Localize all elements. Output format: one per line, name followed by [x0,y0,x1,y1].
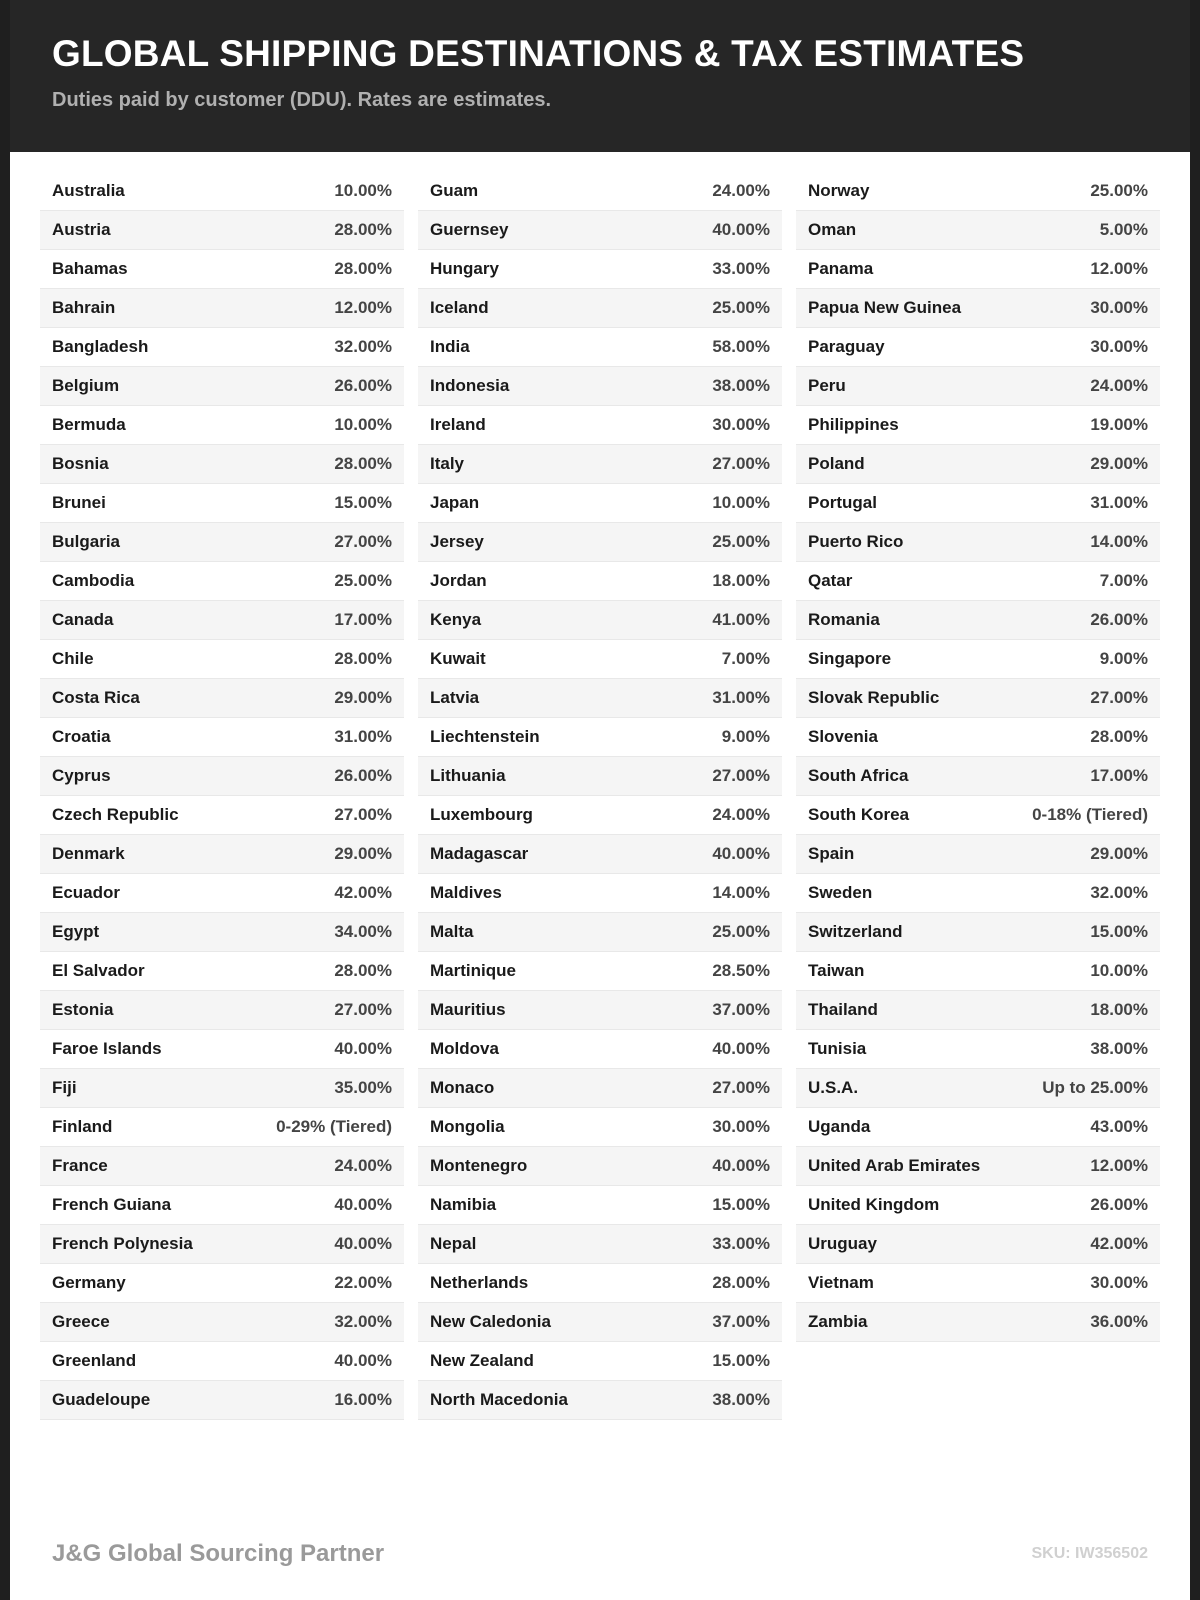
tax-rate-value: 29.00% [1090,844,1148,863]
destination-name: Luxembourg [430,805,533,824]
tax-rate-value: 26.00% [334,766,392,785]
destination-name: French Guiana [52,1195,172,1214]
table-row [40,367,404,406]
destination-name: Panama [808,259,874,278]
destination-name: Germany [52,1273,126,1292]
destination-name: Japan [430,493,480,512]
destination-name: Slovenia [808,727,878,746]
tax-rate-value: 38.00% [1090,1039,1148,1058]
destination-name: Australia [52,181,125,200]
destination-name: Italy [430,454,465,473]
tax-rate-value: 38.00% [712,1390,770,1409]
table-row [40,952,404,991]
tax-rate-value: 25.00% [712,922,770,941]
table-row [40,250,404,289]
destination-name: Mongolia [430,1117,505,1136]
tax-rate-value: 30.00% [712,415,770,434]
table-row [796,406,1160,445]
tax-rate-value: 19.00% [1090,415,1148,434]
tax-rate-value: 38.00% [712,376,770,395]
table-row [796,679,1160,718]
destination-name: Oman [808,220,857,239]
destination-name: South Korea [808,805,910,824]
destination-name: Greenland [52,1351,137,1370]
destination-name: Romania [808,610,880,629]
tax-rate-value: 25.00% [712,298,770,317]
table-row [418,250,782,289]
table-row [418,289,782,328]
destination-name: Ecuador [52,883,121,902]
table-row [418,562,782,601]
tax-rate-value: 7.00% [721,649,770,668]
destination-name: Qatar [808,571,853,590]
tax-rate-value: 24.00% [712,181,770,200]
table-row [40,523,404,562]
table-row [418,172,782,211]
destination-name: Croatia [52,727,111,746]
destination-name: Spain [808,844,855,863]
table-row [796,913,1160,952]
table-row [40,991,404,1030]
table-row [40,913,404,952]
destination-name: Bahrain [52,298,116,317]
table-row [40,445,404,484]
tax-rate-value: 24.00% [334,1156,392,1175]
tax-rate-value: 28.00% [1090,727,1148,746]
table-row [796,250,1160,289]
tax-rate-value: 0-29% (Tiered) [276,1117,392,1136]
table-row [418,1264,782,1303]
tax-rate-value: 9.00% [1099,649,1148,668]
tax-rate-value: 12.00% [1090,1156,1148,1175]
table-row [40,640,404,679]
rates-column-2 [418,172,782,1420]
table-row [796,328,1160,367]
tax-rate-value: 28.00% [334,220,392,239]
destination-name: Bangladesh [52,337,149,356]
tax-rate-value: 27.00% [712,1078,770,1097]
destination-name: India [430,337,470,356]
table-row [418,1069,782,1108]
destination-name: Uruguay [808,1234,877,1253]
destination-name: Martinique [430,961,516,980]
destination-name: Belgium [52,376,120,395]
table-row [40,835,404,874]
tax-rate-value: 40.00% [712,220,770,239]
table-row [418,913,782,952]
destination-name: Mauritius [430,1000,506,1019]
tax-rate-value: 15.00% [1090,922,1148,941]
table-row [40,1381,404,1420]
tax-rate-value: 29.00% [334,844,392,863]
destination-name: Czech Republic [52,805,179,824]
destination-name: Iceland [430,298,489,317]
table-row [796,172,1160,211]
table-row [40,1342,404,1381]
destination-name: Greece [52,1312,110,1331]
table-row [418,1342,782,1381]
destination-name: New Caledonia [430,1312,551,1331]
table-row [418,835,782,874]
destination-name: France [52,1156,108,1175]
table-row [40,874,404,913]
tax-rate-value: 17.00% [334,610,392,629]
tax-rate-value: 28.00% [334,649,392,668]
table-row [40,1303,404,1342]
tax-rate-value: 10.00% [334,415,392,434]
destination-name: Montenegro [430,1156,528,1175]
destination-name: Finland [52,1117,113,1136]
table-row [418,523,782,562]
table-row [40,757,404,796]
tax-rate-value: 32.00% [1090,883,1148,902]
destination-name: Denmark [52,844,125,863]
tax-rate-value: 16.00% [334,1390,392,1409]
destination-name: Cambodia [52,571,135,590]
table-row [418,1030,782,1069]
table-row [418,679,782,718]
table-row [418,757,782,796]
table-row [418,991,782,1030]
tax-rate-value: 31.00% [1090,493,1148,512]
table-row [418,1108,782,1147]
table-row [418,367,782,406]
destination-name: Nepal [430,1234,477,1253]
table-row [418,640,782,679]
tax-rate-value: 10.00% [1090,961,1148,980]
tax-rate-value: 40.00% [712,1156,770,1175]
table-row [40,1147,404,1186]
tax-rate-value: 40.00% [334,1234,392,1253]
tax-rate-value: 15.00% [712,1351,770,1370]
destination-name: Vietnam [808,1273,874,1292]
tax-rate-value: 30.00% [1090,337,1148,356]
table-row [418,328,782,367]
destination-name: Brunei [52,493,106,512]
tax-rate-value: 34.00% [334,922,392,941]
tax-rate-value: 37.00% [712,1312,770,1331]
tax-rate-value: 36.00% [1090,1312,1148,1331]
table-row [418,952,782,991]
tax-rate-value: 40.00% [334,1351,392,1370]
destination-name: Costa Rica [52,688,140,707]
page-footer [10,1508,1190,1600]
tax-rate-value: 17.00% [1090,766,1148,785]
table-row [40,1186,404,1225]
tax-rate-value: 32.00% [334,1312,392,1331]
tax-rate-value: 14.00% [1090,532,1148,551]
tax-rate-value: 28.00% [334,454,392,473]
destination-name: Egypt [52,922,100,941]
destination-name: Cyprus [52,766,111,785]
tax-rate-value: 26.00% [1090,610,1148,629]
table-row [796,484,1160,523]
destination-name: Zambia [808,1312,868,1331]
tax-rate-value: 37.00% [712,1000,770,1019]
table-row [40,1069,404,1108]
tax-rate-value: 35.00% [334,1078,392,1097]
table-row [796,445,1160,484]
rates-column-3 [796,172,1160,1342]
destination-name: Latvia [430,688,480,707]
tax-rate-value: 18.00% [1090,1000,1148,1019]
table-row [418,1147,782,1186]
destination-name: Fiji [52,1078,77,1097]
table-row [40,1030,404,1069]
tax-rate-value: 27.00% [334,532,392,551]
destination-name: Faroe Islands [52,1039,162,1058]
table-row [796,1030,1160,1069]
table-row [418,211,782,250]
tax-rate-value: 5.00% [1099,220,1148,239]
table-row [796,835,1160,874]
destination-name: Guam [430,181,479,200]
table-row [796,796,1160,835]
tax-rate-value: 24.00% [712,805,770,824]
tax-rate-value: 41.00% [712,610,770,629]
tax-rate-value: 40.00% [334,1039,392,1058]
table-row [796,991,1160,1030]
table-row [796,1147,1160,1186]
table-row [418,1186,782,1225]
destination-name: Estonia [52,1000,114,1019]
tax-rate-value: 25.00% [1090,181,1148,200]
destination-name: Canada [52,610,114,629]
tax-rate-value: 40.00% [712,844,770,863]
tax-rate-value: 29.00% [1090,454,1148,473]
tax-rate-value: 26.00% [334,376,392,395]
destination-name: United Kingdom [808,1195,940,1214]
tax-rate-value: 12.00% [334,298,392,317]
page-header [10,0,1190,152]
tax-rate-value: 32.00% [334,337,392,356]
tax-rate-value: 29.00% [334,688,392,707]
tax-rate-value: 31.00% [334,727,392,746]
table-row [796,289,1160,328]
table-row [418,601,782,640]
destination-name: United Arab Emirates [808,1156,981,1175]
tax-rate-value: 28.00% [334,961,392,980]
tax-rate-value: 40.00% [334,1195,392,1214]
tax-rate-value: 15.00% [334,493,392,512]
destination-name: Sweden [808,883,873,902]
tax-rate-value: 30.00% [1090,298,1148,317]
destination-name: Bulgaria [52,532,121,551]
destination-name: Taiwan [808,961,865,980]
tax-rate-value: 27.00% [1090,688,1148,707]
destination-name: Uganda [808,1117,871,1136]
tax-rate-value: 24.00% [1090,376,1148,395]
tax-rate-value: 18.00% [712,571,770,590]
table-row [40,601,404,640]
destination-name: Puerto Rico [808,532,904,551]
tax-rate-value: 27.00% [712,454,770,473]
table-row [796,601,1160,640]
destination-name: Netherlands [430,1273,529,1292]
table-row [40,718,404,757]
destination-name: Maldives [430,883,502,902]
table-row [796,367,1160,406]
table-row [418,796,782,835]
tax-rate-value: 30.00% [1090,1273,1148,1292]
table-row [40,484,404,523]
table-row [796,1303,1160,1342]
page-title: GLOBAL SHIPPING DESTINATIONS & TAX ESTIMATES [52,33,1025,74]
destination-name: Switzerland [808,922,903,941]
destination-name: Austria [52,220,111,239]
table-row [40,211,404,250]
destination-name: Norway [808,181,870,200]
destination-name: Moldova [430,1039,499,1058]
table-row [418,1381,782,1420]
table-row [796,874,1160,913]
tax-rate-value: 28.00% [712,1273,770,1292]
destination-name: Guernsey [430,220,509,239]
table-row [40,796,404,835]
destination-name: Liechtenstein [430,727,540,746]
tax-rate-value: 26.00% [1090,1195,1148,1214]
tax-rate-value: 25.00% [712,532,770,551]
destination-name: Madagascar [430,844,529,863]
destination-name: Slovak Republic [808,688,940,707]
table-row [796,1069,1160,1108]
table-row [796,1225,1160,1264]
destination-name: Malta [430,922,474,941]
destination-name: Bermuda [52,415,126,434]
destination-name: U.S.A. [808,1078,859,1097]
destination-name: Hungary [430,259,499,278]
tax-rate-value: 27.00% [334,1000,392,1019]
table-row [796,211,1160,250]
tax-rate-value: 28.00% [334,259,392,278]
tax-rate-value: 30.00% [712,1117,770,1136]
destination-name: Singapore [808,649,892,668]
destination-name: Monaco [430,1078,495,1097]
destination-name: Jersey [430,532,484,551]
tax-rate-value: 43.00% [1090,1117,1148,1136]
destination-name: Philippines [808,415,899,434]
table-row [418,445,782,484]
destination-name: Indonesia [430,376,510,395]
table-row [40,289,404,328]
table-row [418,1303,782,1342]
destination-name: Ireland [430,415,486,434]
destination-name: Namibia [430,1195,497,1214]
table-row [40,1108,404,1147]
destination-name: Bosnia [52,454,109,473]
destination-name: French Polynesia [52,1234,193,1253]
table-row [418,406,782,445]
table-row [40,1225,404,1264]
rates-columns [10,152,1190,1420]
table-row [796,1108,1160,1147]
tax-rate-value: 10.00% [334,181,392,200]
table-row [418,484,782,523]
tax-rate-value: 58.00% [712,337,770,356]
table-row [796,757,1160,796]
tax-rate-value: 12.00% [1090,259,1148,278]
destination-name: Guadeloupe [52,1390,151,1409]
footer-sku: SKU: IW356502 [1031,1545,1148,1562]
table-row [418,1225,782,1264]
destination-name: Portugal [808,493,877,512]
destination-name: North Macedonia [430,1390,568,1409]
table-row [40,679,404,718]
tax-rate-value: 27.00% [334,805,392,824]
destination-name: Peru [808,376,846,395]
destination-name: New Zealand [430,1351,534,1370]
table-row [796,718,1160,757]
destination-name: El Salvador [52,961,145,980]
destination-name: Papua New Guinea [808,298,962,317]
table-row [796,562,1160,601]
tax-rate-value: Up to 25.00% [1042,1078,1148,1097]
table-row [40,562,404,601]
tax-rate-value: 14.00% [712,883,770,902]
tax-rate-value: 9.00% [721,727,770,746]
tax-rate-value: 7.00% [1099,571,1148,590]
table-row [796,952,1160,991]
table-row [40,328,404,367]
tax-rate-value: 15.00% [712,1195,770,1214]
table-row [796,640,1160,679]
tax-rate-value: 40.00% [712,1039,770,1058]
destination-name: South Africa [808,766,909,785]
table-row [40,172,404,211]
table-row [40,406,404,445]
tax-rate-value: 28.50% [712,961,770,980]
table-row [796,1186,1160,1225]
destination-name: Paraguay [808,337,885,356]
tax-rate-value: 10.00% [712,493,770,512]
table-row [796,523,1160,562]
table-row [418,874,782,913]
tax-rate-value: 33.00% [712,1234,770,1253]
destination-name: Lithuania [430,766,506,785]
destination-name: Thailand [808,1000,878,1019]
tax-rate-value: 27.00% [712,766,770,785]
tax-rate-value: 22.00% [334,1273,392,1292]
tax-rate-value: 42.00% [1090,1234,1148,1253]
tax-rate-value: 25.00% [334,571,392,590]
destination-name: Tunisia [808,1039,867,1058]
tax-rate-value: 0-18% (Tiered) [1032,805,1148,824]
destination-name: Kenya [430,610,482,629]
page-subtitle: Duties paid by customer (DDU). Rates are estimates. [52,88,552,111]
table-row [418,718,782,757]
tax-rate-value: 31.00% [712,688,770,707]
destination-name: Poland [808,454,865,473]
destination-name: Chile [52,649,94,668]
destination-name: Kuwait [430,649,486,668]
destination-name: Bahamas [52,259,128,278]
rates-column-1 [40,172,404,1420]
tax-rate-value: 42.00% [334,883,392,902]
table-row [40,1264,404,1303]
table-row [796,1264,1160,1303]
destination-name: Jordan [430,571,487,590]
tax-rate-value: 33.00% [712,259,770,278]
footer-brand: J&G Global Sourcing Partner [52,1540,385,1567]
